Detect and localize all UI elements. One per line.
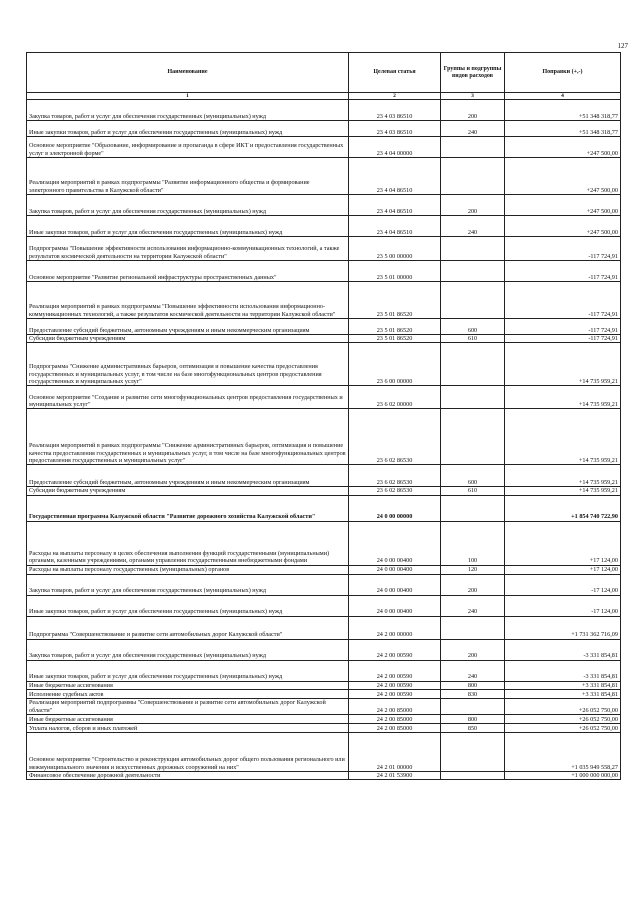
row-target-article: 23 5 01 00000 (349, 261, 441, 282)
row-amendment-amount: +1 035 949 558,27 (505, 733, 621, 772)
table-row (27, 565, 621, 574)
header-group: Группы и подгруппы видов расходов (441, 53, 505, 93)
row-target-article: 24 2 00 85000 (349, 699, 441, 715)
row-expense-group: 100 (441, 521, 505, 565)
row-name: Закупка товаров, работ и услуг для обеспечения государственных (муниципальных) нужд (27, 100, 349, 121)
row-expense-group (441, 261, 505, 282)
table-row (27, 699, 621, 715)
row-expense-group: 120 (441, 565, 505, 574)
row-target-article: 24 0 00 00400 (349, 521, 441, 565)
row-amendment-amount: -17 124,00 (505, 595, 621, 616)
row-target-article: 23 4 04 86510 (349, 216, 441, 237)
row-target-article: 23 6 02 00000 (349, 386, 441, 409)
row-expense-group (441, 282, 505, 319)
row-name: Реализация мероприятий в рамках подпрограммы "Повышение эффективности использования информационно-коммуникационных технологий, а также результатов космической деятельности на территории Калужской области" (27, 282, 349, 319)
row-target-article: 24 2 00 85000 (349, 715, 441, 724)
row-name: Реализация мероприятий в рамках подпрограммы "Развитие информационного общества и формирование электронного правительства в Калужской области" (27, 158, 349, 195)
row-expense-group: 610 (441, 335, 505, 343)
page-number: 127 (617, 42, 628, 50)
row-expense-group: 240 (441, 660, 505, 681)
row-target-article: 24 2 01 00000 (349, 733, 441, 772)
row-name: Субсидии бюджетным учреждениям (27, 335, 349, 343)
row-target-article: 23 4 04 00000 (349, 137, 441, 158)
row-name: Основное мероприятие "Создание и развитие сети многофункциональных центров предоставления государственных и муниципальных услуг" (27, 386, 349, 409)
row-amendment-amount: +1 731 362 716,09 (505, 616, 621, 639)
row-amendment-amount: +14 735 959,21 (505, 343, 621, 386)
row-expense-group (441, 386, 505, 409)
row-expense-group: 850 (441, 724, 505, 733)
row-target-article: 23 5 00 00000 (349, 237, 441, 261)
column-number: 3 (441, 93, 505, 100)
row-name: Закупка товаров, работ и услуг для обеспечения государственных (муниципальных) нужд (27, 574, 349, 595)
row-amendment-amount: +26 052 750,00 (505, 715, 621, 724)
row-amendment-amount: -117 724,91 (505, 261, 621, 282)
table-row (27, 715, 621, 724)
table-row (27, 409, 621, 465)
row-name: Иные бюджетные ассигнования (27, 681, 349, 689)
table-row (27, 595, 621, 616)
row-name: Расходы на выплаты персоналу в целях обеспечения выполнения функций государственными (муниципальными) органами, казенными учреждениями, органами управления государственными внебюджетными фондами (27, 521, 349, 565)
table-header-row (27, 53, 621, 93)
row-expense-group: 610 (441, 487, 505, 495)
row-name: Подпрограмма "Совершенствование и развитие сети автомобильных дорог Калужской области" (27, 616, 349, 639)
row-target-article: 23 5 01 86520 (349, 319, 441, 335)
column-number: 4 (505, 93, 621, 100)
row-name: Иные бюджетные ассигнования (27, 715, 349, 724)
row-target-article: 23 5 01 86520 (349, 282, 441, 319)
row-amendment-amount: +247 500,00 (505, 137, 621, 158)
table-row (27, 386, 621, 409)
row-expense-group: 240 (441, 595, 505, 616)
table-row (27, 733, 621, 772)
row-amendment-amount: +26 052 750,00 (505, 724, 621, 733)
row-target-article: 24 0 00 00400 (349, 595, 441, 616)
table-row (27, 121, 621, 137)
row-amendment-amount: -17 124,00 (505, 574, 621, 595)
row-name: Финансовое обеспечение дорожной деятельности (27, 772, 349, 780)
budget-amendments-table (26, 52, 621, 780)
table-row (27, 319, 621, 335)
row-expense-group: 600 (441, 319, 505, 335)
row-target-article: 24 0 00 00000 (349, 495, 441, 521)
row-expense-group (441, 409, 505, 465)
row-amendment-amount: +51 348 318,77 (505, 100, 621, 121)
row-expense-group (441, 237, 505, 261)
row-amendment-amount: +1 000 000 000,00 (505, 772, 621, 780)
row-name: Предоставление субсидий бюджетным, автономным учреждениям и иным некоммерческим организациям (27, 319, 349, 335)
row-target-article: 23 4 04 86510 (349, 158, 441, 195)
table-row (27, 216, 621, 237)
row-expense-group: 800 (441, 681, 505, 689)
row-target-article: 24 0 00 00400 (349, 565, 441, 574)
row-amendment-amount: +14 735 959,21 (505, 487, 621, 495)
row-name: Основное мероприятие "Строительство и реконструкция автомобильных дорог общего пользования регионального или межмуниципального значения и искусственных дорожных сооружений на них" (27, 733, 349, 772)
table-row (27, 681, 621, 689)
row-expense-group: 240 (441, 121, 505, 137)
row-expense-group: 830 (441, 690, 505, 699)
row-amendment-amount: +14 735 959,21 (505, 409, 621, 465)
row-amendment-amount: +17 124,00 (505, 565, 621, 574)
row-expense-group: 200 (441, 195, 505, 216)
table-row (27, 690, 621, 699)
table-row (27, 616, 621, 639)
table-row (27, 521, 621, 565)
table-row (27, 660, 621, 681)
row-expense-group (441, 616, 505, 639)
row-name: Подпрограмма "Повышение эффективности использования информационно-коммуникационных технологий, а также результатов космической деятельности на территории Калужской области" (27, 237, 349, 261)
row-name: Иные закупки товаров, работ и услуг для обеспечения государственных (муниципальных) нужд (27, 660, 349, 681)
row-amendment-amount: +14 735 959,21 (505, 386, 621, 409)
row-amendment-amount: +1 854 740 722,90 (505, 495, 621, 521)
row-amendment-amount: +14 735 959,21 (505, 465, 621, 487)
row-target-article: 24 2 00 00590 (349, 690, 441, 699)
row-amendment-amount: -117 724,91 (505, 282, 621, 319)
row-amendment-amount: +51 348 318,77 (505, 121, 621, 137)
row-amendment-amount: -117 724,91 (505, 319, 621, 335)
row-target-article: 23 4 03 86510 (349, 121, 441, 137)
row-name: Иные закупки товаров, работ и услуг для обеспечения государственных (муниципальных) нужд (27, 595, 349, 616)
row-target-article: 24 2 00 00590 (349, 639, 441, 660)
row-name: Исполнение судебных актов (27, 690, 349, 699)
row-amendment-amount: +3 331 854,81 (505, 690, 621, 699)
table-row (27, 487, 621, 495)
row-expense-group: 240 (441, 216, 505, 237)
row-name: Основное мероприятие "Развитие региональной инфраструктуры пространственных данных" (27, 261, 349, 282)
table-row (27, 137, 621, 158)
header-article: Целевая статья (349, 53, 441, 93)
header-amendment: Поправки (+,-) (505, 53, 621, 93)
row-amendment-amount: -3 331 854,81 (505, 639, 621, 660)
row-amendment-amount: +26 052 750,00 (505, 699, 621, 715)
row-name: Иные закупки товаров, работ и услуг для обеспечения государственных (муниципальных) нужд (27, 216, 349, 237)
table-row (27, 282, 621, 319)
row-expense-group: 600 (441, 465, 505, 487)
row-expense-group: 200 (441, 100, 505, 121)
row-amendment-amount: +247 500,00 (505, 216, 621, 237)
row-name: Государственная программа Калужской области "Развитие дорожного хозяйства Калужской области" (27, 495, 349, 521)
table-row (27, 772, 621, 780)
row-name: Уплата налогов, сборов и иных платежей (27, 724, 349, 733)
row-target-article: 23 5 01 86520 (349, 335, 441, 343)
header-name: Наименование (27, 53, 349, 93)
row-name: Основное мероприятие "Образование, информирование и пропаганда в сфере ИКТ и предоставления государственных услуг в электронной форме" (27, 137, 349, 158)
row-name: Закупка товаров, работ и услуг для обеспечения государственных (муниципальных) нужд (27, 639, 349, 660)
row-name: Расходы на выплаты персоналу государственных (муниципальных) органов (27, 565, 349, 574)
row-target-article: 23 4 03 86510 (349, 100, 441, 121)
table-body (27, 100, 621, 780)
row-amendment-amount: +17 124,00 (505, 521, 621, 565)
row-amendment-amount: -117 724,91 (505, 335, 621, 343)
row-target-article: 24 2 01 53900 (349, 772, 441, 780)
row-expense-group (441, 137, 505, 158)
row-expense-group: 800 (441, 715, 505, 724)
table-row (27, 261, 621, 282)
row-expense-group (441, 343, 505, 386)
table-row (27, 495, 621, 521)
column-number-row (27, 93, 621, 100)
row-target-article: 24 2 00 00590 (349, 681, 441, 689)
table-row (27, 465, 621, 487)
row-target-article: 24 2 00 00590 (349, 660, 441, 681)
row-name: Реализация мероприятий подпрограммы "Совершенствование и развитие сети автомобильных дорог Калужской области" (27, 699, 349, 715)
row-expense-group: 200 (441, 639, 505, 660)
row-amendment-amount: -3 331 854,81 (505, 660, 621, 681)
table-row (27, 343, 621, 386)
table-row (27, 158, 621, 195)
row-target-article: 23 6 02 86530 (349, 487, 441, 495)
row-amendment-amount: -117 724,91 (505, 237, 621, 261)
row-target-article: 23 6 02 86530 (349, 409, 441, 465)
row-amendment-amount: +247 500,00 (505, 158, 621, 195)
row-name: Субсидии бюджетным учреждениям (27, 487, 349, 495)
row-expense-group (441, 772, 505, 780)
row-target-article: 24 0 00 00400 (349, 574, 441, 595)
table-row (27, 639, 621, 660)
table-row (27, 100, 621, 121)
row-amendment-amount: +247 500,00 (505, 195, 621, 216)
row-target-article: 23 6 02 86530 (349, 465, 441, 487)
table-row (27, 574, 621, 595)
table-row (27, 195, 621, 216)
row-name: Иные закупки товаров, работ и услуг для обеспечения государственных (муниципальных) нужд (27, 121, 349, 137)
row-expense-group: 200 (441, 574, 505, 595)
row-expense-group (441, 158, 505, 195)
row-name: Закупка товаров, работ и услуг для обеспечения государственных (муниципальных) нужд (27, 195, 349, 216)
table-row (27, 724, 621, 733)
row-expense-group (441, 733, 505, 772)
table-row (27, 237, 621, 261)
table-row (27, 335, 621, 343)
row-expense-group (441, 495, 505, 521)
row-amendment-amount: +3 331 854,81 (505, 681, 621, 689)
row-target-article: 23 4 04 86510 (349, 195, 441, 216)
column-number: 2 (349, 93, 441, 100)
row-target-article: 24 2 00 00000 (349, 616, 441, 639)
row-target-article: 24 2 00 85000 (349, 724, 441, 733)
row-expense-group (441, 699, 505, 715)
row-target-article: 23 6 00 00000 (349, 343, 441, 386)
row-name: Реализация мероприятий в рамках подпрограммы "Снижение административных барьеров, оптимизация и повышение качества предоставления государственных и муниципальных услуг, в том числе на базе многофункциональных центров предоставления государственных и муниципальных услуг" (27, 409, 349, 465)
column-number: 1 (27, 93, 349, 100)
row-name: Предоставление субсидий бюджетным, автономным учреждениям и иным некоммерческим организациям (27, 465, 349, 487)
row-name: Подпрограмма "Снижение административных барьеров, оптимизация и повышение качества предоставления государственных и муниципальных услуг, в том числе на базе многофункциональных центров предоставления государственных и муниципальных услуг" (27, 343, 349, 386)
